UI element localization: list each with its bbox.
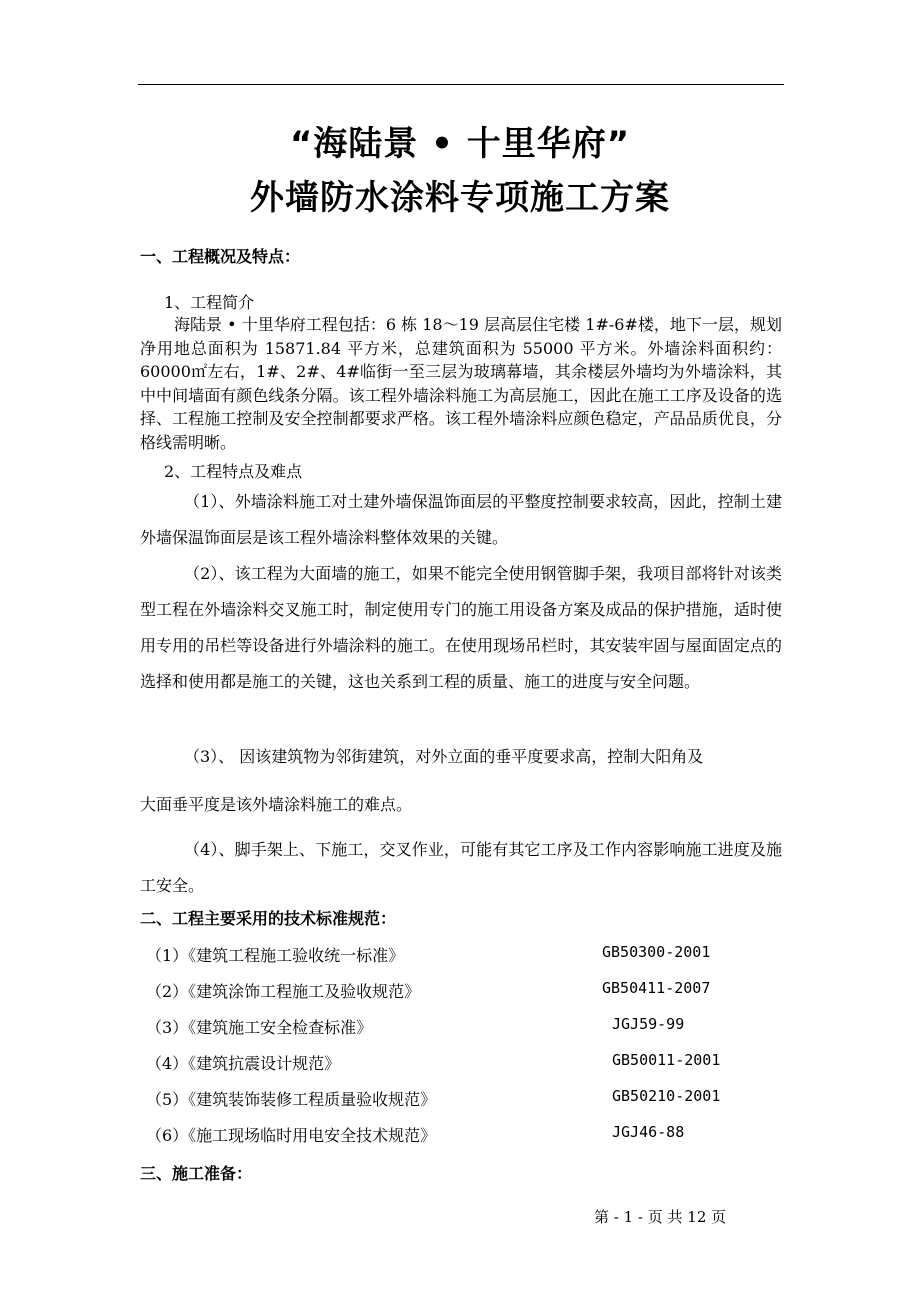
subsection-heading-features: 2、工程特点及难点 <box>164 462 303 481</box>
standard-row <box>146 943 786 965</box>
feature-point-4: （4）、脚手架上、下施工，交叉作业，可能有其它工序及工作内容影响施工进度及施工安全。 <box>140 840 782 895</box>
standard-name: （3）《建筑施工安全检查标准》 <box>146 1018 373 1037</box>
standard-name: （4）《建筑抗震设计规范》 <box>146 1054 341 1073</box>
feature-point-1: （1）、外墙涂料施工对土建外墙保温饰面层的平整度控制要求较高，因此，控制土建外墙保温饰面层是该工程外墙涂料整体效果的关键。 <box>140 492 782 547</box>
standard-code: GB50210-2001 <box>612 1087 721 1105</box>
feature-point-3-line2: 大面垂平度是该外墙涂料施工的难点。 <box>140 795 413 814</box>
standard-row <box>146 1123 786 1145</box>
document-title-project: “海陆景 • 十里华府” <box>289 124 631 164</box>
standard-row <box>146 1015 786 1037</box>
subsection-heading-intro: 1、工程简介 <box>164 293 255 312</box>
standard-row <box>146 1051 786 1073</box>
section-heading-preparation: 三、施工准备： <box>140 1164 253 1183</box>
page-number: 第 - 1 - 页 共 12 页 <box>594 1208 727 1226</box>
standard-name: （6）《施工现场临时用电安全技术规范》 <box>146 1126 437 1145</box>
standard-name: （5）《建筑装饰装修工程质量验收规范》 <box>146 1090 437 1109</box>
feature-point-2: （2）、该工程为大面墙的施工，如果不能完全使用钢管脚手架，我项目部将针对该类型工程在外墙涂料交叉施工时，制定使用专门的施工用设备方案及成品的保护措施，适时使用专用的吊栏等设备进行外墙涂料的施工。在使用现场吊栏时，其安装牢固与屋面固定点的选择和使用都是施工的关键，这也关系到工程的质量、施工的进度与安全问题。 <box>140 564 782 691</box>
section-heading-standards: 二、工程主要采用的技术标准规范： <box>140 909 397 928</box>
section-heading-overview: 一、工程概况及特点： <box>140 247 301 266</box>
header-rule <box>138 84 784 85</box>
intro-paragraph: 海陆景 • 十里华府工程包括：6 栋 18～19 层高层住宅楼 1#-6#楼，地下一层，规划净用地总面积为 15871.84 平方米，总建筑面积为 55000 平方米。外墙涂料面积约：60000㎡左右，1#、2#、4#临街一至三层为玻璃幕墙，其余楼层外墙均为外墙涂料，其中中间墙面有颜色线条分隔。该工程外墙涂料施工为高层施工，因此在施工工序及设备的选择、工程施工控制及安全控制都要求严格。该工程外墙涂料应颜色稳定，产品品质优良，分格线需明晰。 <box>140 315 782 452</box>
standard-code: GB50011-2001 <box>612 1051 721 1069</box>
standard-code: JGJ46-88 <box>612 1123 685 1141</box>
standard-name: （2）《建筑涂饰工程施工及验收规范》 <box>146 982 421 1001</box>
standard-code: JGJ59-99 <box>612 1015 685 1033</box>
standard-row <box>146 1087 786 1109</box>
standard-row <box>146 979 786 1001</box>
standard-code: GB50300-2001 <box>602 943 711 961</box>
document-title-plan: 外墙防水涂料专项施工方案 <box>250 178 670 218</box>
feature-point-3-line1: （3）、 因该建筑物为邻街建筑，对外立面的垂平度要求高，控制大阳角及 <box>184 747 704 766</box>
standard-name: （1）《建筑工程施工验收统一标准》 <box>146 946 405 965</box>
standard-code: GB50411-2007 <box>602 979 711 997</box>
